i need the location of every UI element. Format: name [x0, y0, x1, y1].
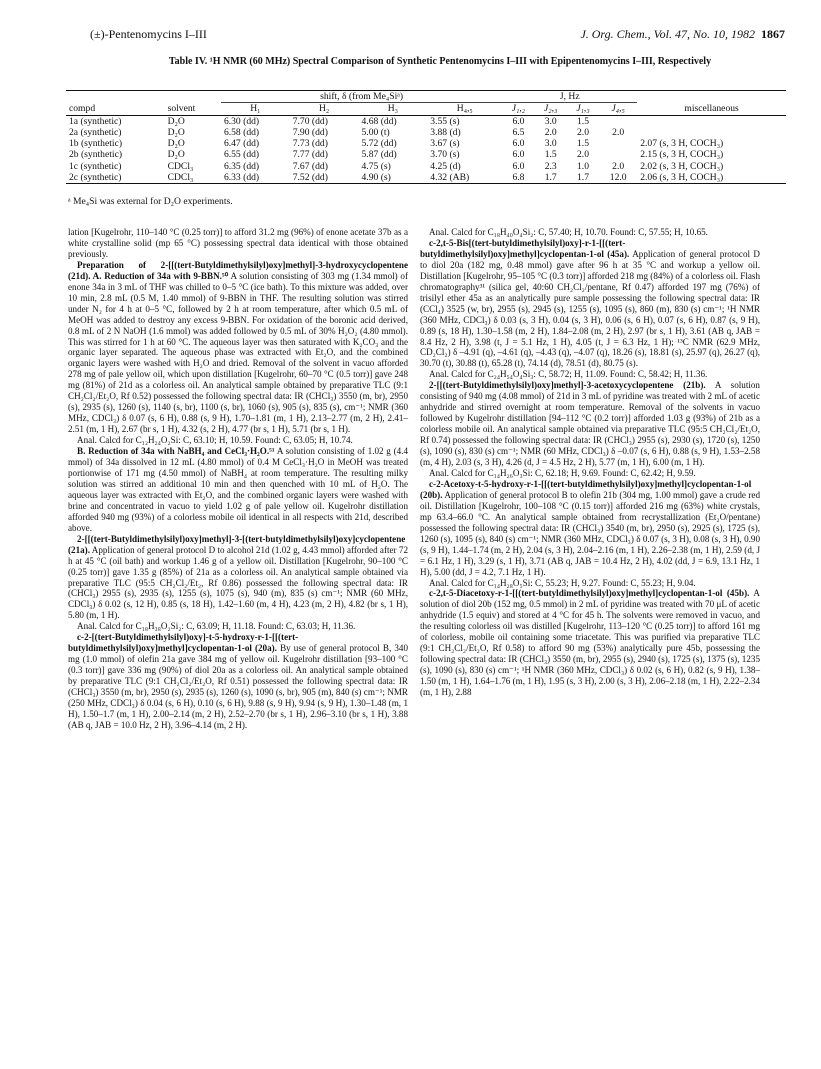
- paragraph-text: Anal. Calcd for C₁₈H₄₀O₄Si₂: C, 57.40; H, 10.70. Found: C, 57.55; H, 10.65.: [429, 227, 708, 237]
- table-caption: Table IV. ¹H NMR (60 MHz) Spectral Comparison of Synthetic Pentenomycins I–III with Epipentenomycins I–III, Respectively: [168, 56, 712, 67]
- table-row: [66, 115, 786, 127]
- column-header: solvent: [165, 103, 221, 115]
- table-group-header-row: [66, 91, 786, 103]
- paragraph-text: Anal. Calcd for C₂₄H₅₄O₄Si₃: C, 58.72; H, 11.09. Found: C, 58.42; H, 11.36.: [429, 369, 708, 380]
- table-cell: D₂O: [167, 115, 185, 127]
- j-group-header: J, Hz: [502, 91, 637, 103]
- page-number: 1867: [761, 27, 785, 41]
- paragraph-text: Anal. Calcd for C₁₄H₂₆O₃Si: C, 62.18; H, 9.69. Found: C, 62.42; H, 9.59.: [429, 467, 696, 478]
- body-paragraph: [420, 588, 760, 698]
- paragraph-heading: c-2,t-5-Diacetoxy-r-1-[[(tert-butyldimethylsilyl)oxy]methyl]cyclopentan-1-ol (45b).: [429, 588, 750, 599]
- table-row: [66, 172, 786, 184]
- table-cell: 2.0: [612, 160, 625, 172]
- column-header: H₄,₅: [427, 103, 502, 115]
- table-cell: 6.35 (dd): [223, 160, 260, 172]
- table-cell: 2.0: [544, 126, 557, 138]
- paragraph-heading: c-2-Acetoxy-t-5-hydroxy-r-1-[[(tert-butyldimethylsilyl)oxy]methyl]cyclopentan-1-ol (20b).: [420, 478, 752, 500]
- table-cell: 2a (synthetic): [69, 126, 122, 138]
- table-cell: 6.0: [512, 115, 525, 127]
- table-cell: 2.15 (s, 3 H, COCH₃): [640, 149, 724, 161]
- body-paragraph: [420, 380, 760, 468]
- table-footnote: ᵃ Me₄Si was external for D₂O experiments.: [68, 196, 233, 207]
- table-cell: 5.00 (t): [361, 126, 390, 138]
- table-row: [66, 138, 786, 149]
- column-header: J₂,₃: [535, 103, 567, 115]
- table-cell: 6.33 (dd): [221, 172, 290, 184]
- column-header: miscellaneous: [637, 103, 786, 115]
- table-cell: 2.3: [544, 160, 557, 172]
- running-title: (±)-Pentenomycins I–III: [90, 27, 207, 41]
- column-header: J₁,₂: [502, 103, 534, 115]
- column-header: H₃: [359, 103, 428, 115]
- table-cell: 6.30 (dd): [223, 115, 260, 127]
- paragraph-text: Anal. Calcd for C₁₈H₃₈O₂Si₂: C, 63.09; H, 11.18. Found: C, 63.03; H, 11.36.: [77, 621, 356, 632]
- table-cell: 7.77 (dd): [292, 149, 328, 161]
- paragraph-text: A solution consisting of 303 mg (1.34 mmol) of enone 34a in 3 mL of THF was chilled to 0–5 °C (ice bath). To this mixture was added, over 10 min, 2.8 mL (0.5 M, 1.40 mmol) of 9-BBN in THF. The resulting solution was stirred under N₂ for 4 h at 0–5 °C, followed by 2 h at room temperature, after which 0.5 mL of MeOH was added to destroy any excess 9-BBN. For oxidation of the boronic acid derived, 0.8 mL of 2 N NaOH (1.6 mmol) was added followed by 0.5 mL of 30% H₂O₂ (4.80 mmol). This was stirred for 1 h at 60 °C. The aqueous layer was then saturated with K₂CO₃ and the organic layer separated. The aqueous phase was extracted with Et₂O, and the combined organic layers were washed with H₂O and dried. Removal of the solvent in vacuo afforded 278 mg of pale yellow oil, which upon distillation [Kugelrohr, 60–70 °C (0.5 torr)] gave 248 mg (81%) of 21d as a colorless oil. An analytical sample obtained by preparative TLC (9:1 CH₂Cl₂/Et₂O, Rf 0.52) possessed the following spectral data: IR (CHCl₃) 3550 (m, br), 2950 (s), 2935 (s), 1260 (s), 1140 (s, br), 1100 (s, br), 1060 (s), 905 (s), 835 (s), cm⁻¹; NMR (360 MHz, CDCl₃) δ 0.07 (s, 6 H), 0.88 (s, 9 H), 1.70–1.81 (m, 1 H), 2.13–2.77 (m, 2 H), 2.41–2.51 (m, 1 H), 2.67 (br s, 1 H), 4.32 (s, 2 H), 4.77 (br s, 1 H), 5.71 (br s, 1 H).: [68, 270, 408, 435]
- nmr-table: [66, 90, 786, 184]
- table-cell: 1a (synthetic): [69, 115, 122, 127]
- paragraph-text: Anal. Calcd for C₁₄H₂₈O₅Si: C, 55.23; H, 9.27. Found: C, 55.23; H, 9.04.: [429, 577, 696, 588]
- table-row: [66, 161, 786, 172]
- column-header: H₂: [290, 103, 359, 115]
- column-header: J₁,₃: [567, 103, 599, 115]
- table-cell: 4.75 (s): [361, 160, 391, 172]
- table-cell: 6.58 (dd): [223, 126, 260, 138]
- table-cell: D₂O: [167, 138, 185, 150]
- paragraph-heading: Preparation of 2-[[(tert-Butyldimethylsilyl)oxy]methyl]-3-hydroxycyclopentene (21d). A. Reduction of 34a with 9-BBN.⁵⁰: [68, 259, 408, 281]
- body-paragraph: [68, 260, 408, 435]
- table-cell: 3.88 (d): [430, 126, 461, 138]
- table-column-header-row: [66, 103, 786, 115]
- paragraph-heading: 2-[[(tert-Butyldimethylsilyl)oxy]methyl]-3-acetoxycyclopentene (21b).: [429, 380, 706, 391]
- body-paragraph: [420, 369, 760, 380]
- table-cell: 3.0: [544, 138, 557, 150]
- table-cell: 1.7: [535, 172, 567, 184]
- paragraph-heading: c-2-[(tert-Butyldimethylsilyl)oxy]-t-5-hydroxy-r-1-[[(tert-butyldimethylsilyl)oxy]methyl]cyclopentan-1-ol (20a).: [68, 632, 299, 654]
- table-cell: 7.67 (dd): [292, 160, 328, 172]
- table-cell: 5.87 (dd): [361, 149, 397, 161]
- table-cell: 1b (synthetic): [69, 138, 123, 150]
- table-cell: [599, 115, 637, 127]
- table-cell: 1.7: [567, 172, 599, 184]
- table-row: [66, 149, 786, 160]
- body-paragraph: [420, 578, 760, 589]
- paragraph-text: By use of general protocol B, 340 mg (1.0 mmol) of olefin 21a gave 384 mg of yellow oil. Kugelrohr distillation [93–100 °C (0.3 torr)] gave 336 mg (90%) of diol 20a as a colorless oil. An analytical sample obtained by preparative TLC (9:1 CH₂Cl₂/Et₂O, Rf 0.51) possessed the following spectral data: IR (CHCl₃) 3550 (m, br), 2950 (s), 2935 (s), 1260 (s), 1090 (s, br), 905 (m), 840 (s) cm⁻¹; NMR (250 MHz, CDCl₃) δ 0.04 (s, 6 H), 0.10 (s, 6 H), 9.88 (s, 9 H), 9.94 (s, 9 H), 1.30–1.48 (m, 1 H), 1.50–1.7 (m, 1 H), 2.00–2.14 (m, 2 H), 2.52–2.70 (br s, 1 H), 2.96–3.10 (br s, 1 H), 3.88 (AB q, JAB = 10.0 Hz, 2 H), 3.96–4.14 (m, 2 H).: [68, 643, 408, 730]
- body-paragraph: [68, 446, 408, 534]
- table-cell: 7.52 (dd): [290, 172, 359, 184]
- running-header: [90, 27, 785, 43]
- paragraph-heading: c-2,t-5-Bis[(tert-butyldimethylsilyl)oxy]-r-1-[[(tert-butyldimethylsilyl)oxy]methyl]cyclopentan-1-ol (45a).: [420, 237, 630, 259]
- table-cell: [637, 127, 786, 138]
- table-body: [66, 115, 786, 184]
- paragraph-text: A solution consisting of 1.02 g (4.4 mmol) of 34a dissolved in 12 mL (4.80 mmol) of 0.4 M CeCl₃·H₂O in MeOH was treated portionwise of 171 mg (4.50 mmol) of NaBH₄ at room temperature. The resulting milky solution was stirred an additional 10 min and then quenched with 10 mL of H₂O. The aqueous layer was extracted with Et₂O, and the combined organic layers were washed with brine and concentrated in vacuo to yield 1.02 g of pale yellow oil. Kugelrohr distillation afforded 940 mg (93%) of a colorless mobile oil identical in all respects with 21d, described above.: [68, 446, 408, 533]
- table-row: [66, 127, 786, 138]
- table-cell: 4.32 (AB): [427, 172, 502, 184]
- column-header: compd: [66, 103, 165, 115]
- table-cell: 1.5: [544, 149, 557, 161]
- table-cell: 2b (synthetic): [69, 149, 123, 161]
- paragraph-text: Application of general protocol D to alcohol 21d (1.02 g, 4.43 mmol) afforded after 72 h at 45 °C (oil bath) and workup 1.46 g of a yellow oil. Distillation [Kugelrohr, 90–100 °C (0.25 torr)] gave 1.35 g (85%) of 21a as a colorless oil. An analytical sample obtained via preparative TLC (95:5 CH₂Cl₂/Et₂, Rf 0.86) possessed the following spectral data: IR (CHCl₃) 2955 (s), 2935 (s), 1255 (s), 1075 (s), 940 (m), 835 (s) cm⁻¹; NMR (60 MHz, CDCl₃) δ 0.02 (s, 12 H), 0.85 (s, 18 H), 1.42–1.60 (m, 4 H), 4.23 (m, 2 H), 4.82 (br s, 1 H), 5.80 (m, 1 H).: [68, 544, 408, 621]
- table-cell: D₂O: [167, 126, 185, 138]
- table-cell: CDCl₃: [167, 160, 194, 172]
- paragraph-heading: B. Reduction of 34a with NaBH₄ and CeCl₃·H₂O.⁵¹: [77, 446, 275, 457]
- table-cell: 2c (synthetic): [66, 172, 165, 184]
- table-cell: 7.73 (dd): [292, 138, 328, 150]
- shift-group-header: shift, δ (from Me₄Siᵃ): [221, 91, 502, 103]
- table-cell: D₂O: [167, 149, 185, 161]
- paragraph-text: lation [Kugelrohr, 110–140 °C (0.25 torr)] to afford 31.2 mg (96%) of enone acetate 37b as a white crystalline solid (mp 65 °C) possessing spectral data identical with those obtained previously.: [68, 227, 408, 259]
- table-cell: 4.25 (d): [430, 160, 461, 172]
- table-cell: 7.90 (dd): [292, 126, 328, 138]
- table-cell: 7.70 (dd): [292, 115, 328, 127]
- table-cell: 1c (synthetic): [69, 160, 122, 172]
- body-paragraph: [420, 468, 760, 479]
- journal-citation: J. Org. Chem., Vol. 47, No. 10, 1982: [580, 27, 755, 41]
- table-cell: 4.90 (s): [359, 172, 428, 184]
- column-header: H₁: [221, 103, 290, 115]
- table-cell: 5.72 (dd): [361, 138, 397, 150]
- table-cell: 6.0: [512, 160, 525, 172]
- right-text-column: [420, 227, 760, 698]
- table-cell: [599, 138, 637, 149]
- body-paragraph: [68, 435, 408, 446]
- table-cell: 6.55 (dd): [223, 149, 260, 161]
- table-cell: 3.0: [544, 115, 557, 127]
- paragraph-text: A solution consisting of 940 mg (4.08 mmol) of 21d in 3 mL of pyridine was treated with 2 mL of acetic anhydride and stirred overnight at room temperature. Removal of the solvents in vacuo followed by Kugelrohr distillation [94–112 °C (0.2 torr)] afforded 1.03 g (93%) of 21b as a colorless mobile oil. An analytical sample obtained via preparative TLC (95:5 CH₂Cl₂/Et₂O, Rf 0.74) possessed the following spectral data: IR (CHCl₃) 2955 (s), 2930 (s), 1720 (s), 1250 (s), 1090 (s), 830 (s) cm⁻¹; NMR (60 MHz, CDCl₃) δ –0.07 (s, 6 H), 0.88 (s, 9 H), 1.53–2.58 (m, 4 H), 2.03 (s, 3 H), 4.26 (d, J = 4.5 Hz, 2 H), 5.77 (m, 1 H), 6.00 (m, 1 H).: [420, 380, 760, 468]
- table-cell: 6.8: [502, 172, 534, 184]
- body-paragraph: [68, 227, 408, 260]
- paragraph-text: A solution of diol 20b (152 mg, 0.5 mmol) in 2 mL of pyridine was treated with 70 μL of acetic anhydride (1.5 equiv) and stored at 4 °C for 45 h. The solvents were removed in vacuo, and the resulting colorless oil was distilled [Kugelrohr, 113–120 °C (0.25 torr)] to afford 161 mg of colorless, mobile oil containing some triacetate. This was purified via preparative TLC (9:1 CH₂Cl₂/Et₂O, Rf 0.58) to afford 90 mg (53%) analytically pure 45b, possessing the following spectral data: IR (CHCl₃) 3550 (m, br), 2955 (s), 2940 (s), 1725 (s), 1375 (s), 1235 (s), 1090 (s), 830 (s) cm⁻¹; ¹H NMR (360 MHz, CDCl₃) δ 0.02 (s, 6 H), 0.82 (s, 9 H), 1.38–1.50 (m, 1 H), 1.64–1.76 (m, 1 H), 1.95 (s, 3 H), 2.00 (s, 3 H), 2.06–2.18 (m, 1 H), 2.22–2.34 (m, 1 H), 2.88: [420, 588, 760, 698]
- paragraph-heading: 2-[[(tert-Butyldimethylsilyl)oxy]methyl]-3-[(tert-butyldimethylsilyl)oxy]cyclopentene (21a).: [68, 533, 406, 555]
- body-paragraph: [68, 632, 408, 731]
- body-paragraph: [68, 621, 408, 632]
- body-paragraph: [68, 534, 408, 622]
- table-cell: 6.0: [512, 149, 525, 161]
- table-cell: [599, 149, 637, 160]
- paragraph-text: Application of general protocol D to diol 20a (182 mg, 0.48 mmol) gave after 96 h at 35 °C and workup a yellow oil. Distillation [Kugelrohr, 95–105 °C (0.3 torr)] afforded 218 mg (84%) of a colorless oil. Flash chromatography³¹ (silica gel, 40:60 CH₂Cl₂/pentane, Rf 0.47) afforded 197 mg (76%) of trisilyl ether 45a as an analytically pure sample possessing the following spectral data: IR (CCl₄) 3525 (w, br), 2955 (s), 2945 (s), 1255 (s), 1095 (s), 860 (m), 830 (s) cm⁻¹; ¹H NMR (360 MHz, CDCl₃) δ 0.03 (s, 3 H), 0.04 (s, 3 H), 0.06 (s, 6 H), 0.07 (s, 6 H), 0.87 (s, 9 H), 0.89 (s, 18 H), 1.30–1.58 (m, 2 H), 1.84–2.08 (m, 2 H), 2.97 (br s, 1 H), 3.61 (AB q, JAB = 8.4 Hz, 2 H), 3.98 (t, J = 5.1 Hz, 1 H), 4.05 (t, J = 6.3 Hz, 1 H); ¹³C NMR (62.9 MHz, CD₂Cl₂) δ –4.91 (q), –4.61 (q), –4.43 (q), –4.07 (q), 18.26 (s), 18.81 (s), 25.97 (q), 26.27 (q), 30.70 (t), 30.88 (t), 65.28 (t), 74.14 (d), 78.51 (d), 80.75 (s).: [420, 248, 760, 369]
- table-cell: 2.0: [577, 126, 589, 138]
- table-cell: CDCl₃: [165, 172, 221, 184]
- table-cell: 3.55 (s): [430, 115, 460, 127]
- body-paragraph: [420, 227, 760, 238]
- table-cell: 2.06 (s, 3 H, COCH₃): [637, 172, 786, 184]
- table-cell: 1.5: [577, 115, 589, 127]
- column-header: J₄,₅: [599, 103, 637, 115]
- table-cell: 1.5: [577, 138, 589, 150]
- journal-citation-block: [580, 27, 785, 42]
- table-cell: 12.0: [599, 172, 637, 184]
- paragraph-text: Anal. Calcd for C₁₂H₂₄O₂Si: C, 63.10; H, 10.59. Found: C, 63.05; H, 10.74.: [77, 435, 353, 446]
- table-cell: 1.0: [577, 160, 589, 172]
- left-text-column: [68, 227, 408, 731]
- table-cell: 4.68 (dd): [361, 115, 397, 127]
- paragraph-text: Application of general protocol B to olefin 21b (304 mg, 1.00 mmol) gave a crude red oil. Distillation [Kugelrohr, 100–108 °C (0.15 torr)] afforded 216 mg (63%) white crystals, mp 63.4–66.0 °C. An analytical sample obtained from recrystallization (Et₂O/pentane) possessed the following spectral data: IR (CHCl₃) 3540 (m, br), 2950 (s), 2925 (s), 1725 (s), 1260 (s), 1095 (s), 840 (s) cm⁻¹; NMR (360 MHz, CDCl₃) δ 0.07 (s, 3 H), 0.08 (s, 3 H), 0.90 (s, 9 H), 1.44–1.74 (m, 2 H), 2.04 (s, 3 H), 2.04–2.16 (m, 1 H), 2.26–2.38 (m, 1 H), 2.59 (d, J = 6.1 Hz, 1 H), 3.29 (s, 1 H), 3.71 (AB q, JAB = 10.4 Hz, 2 H), 4.02 (dd, J = 6.9, 13.1 Hz, 1 H), 5.00 (dd, J = 4.2, 7.1 Hz, 1 H).: [420, 489, 760, 577]
- table-cell: 6.5: [512, 126, 525, 138]
- table-cell: 6.47 (dd): [223, 138, 260, 150]
- table-cell: 2.02 (s, 3 H, COCH₃): [640, 160, 724, 172]
- table-cell: 6.0: [512, 138, 525, 150]
- table-cell: 2.0: [612, 126, 625, 138]
- table-cell: 2.07 (s, 3 H, COCH₃): [640, 138, 724, 150]
- table-cell: [637, 115, 786, 127]
- body-paragraph: [420, 479, 760, 578]
- table-cell: 3.67 (s): [430, 138, 460, 150]
- body-paragraph: [420, 238, 760, 369]
- table-cell: 2.0: [577, 149, 589, 161]
- table-cell: 3.70 (s): [430, 149, 460, 161]
